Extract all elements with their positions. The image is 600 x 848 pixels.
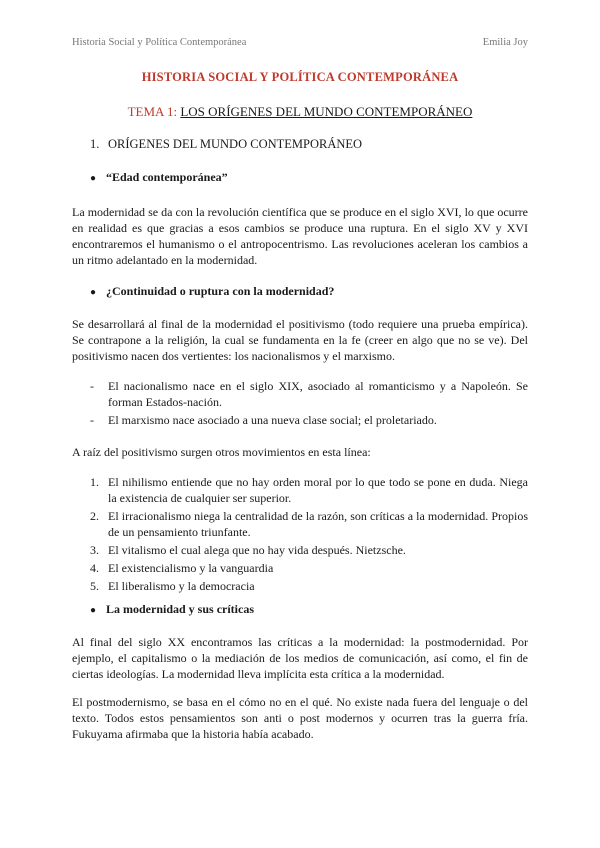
paragraph-5: El postmodernismo, se basa en el cómo no en el qué. No existe nada fuera del lenguaje o del texto. Todos estos pensamientos son anti o post modernos y ocurren tras la guerra fría. Fukuyama afirmaba que la historia había acabado. (72, 695, 528, 741)
bullet-heading-2 (90, 284, 334, 299)
dash-list (90, 378, 528, 430)
paragraph-4: Al final del siglo XX encontramos las críticas a la modernidad: la postmodernidad. Por ejemplo, el capitalismo o la mediación de los medios de comunicación, así como, el fin de ciertas ideologías. La modernidad lleva implícita esta crítica a la modernidad. (72, 635, 528, 681)
paragraph-3: A raíz del positivismo surgen otros movimientos en esta línea: (72, 445, 371, 459)
paragraph-2: Se desarrollará al final de la modernidad el positivismo (todo requiere una prueba empírica). Se contrapone a la religión, la cual se fundamenta en la fe (creer en algo que no se ve). Del positivismo nacen dos vertientes: los nacionalismos y el marxismo. (72, 317, 528, 363)
bullet-heading-text: “Edad contemporánea” (106, 170, 228, 184)
bullet-dot-icon: ● (90, 173, 97, 184)
dash-marker-icon: - (90, 413, 94, 427)
bullet-heading-3 (90, 602, 254, 617)
list-item: 2. El irracionalismo niega la centralidad de la razón, son críticas a la modernidad. Propios de un pensamiento triunfante. (90, 509, 528, 539)
topic-text: LOS ORÍGENES DEL MUNDO CONTEMPORÁNEO (180, 104, 473, 119)
bullet-heading-text: La modernidad y sus críticas (106, 602, 255, 616)
list-item: - El marxismo nace asociado a una nueva clase social; el proletariado. (90, 413, 437, 427)
paragraph-1: La modernidad se da con la revolución científica que se produce en el siglo XVI, lo que ocurre en realidad es que gracias a esos cambios se produce una ruptura. En el siglo XV y XVI encontraremos el humanismo o el antropocentrismo. Las revoluciones aceleran los cambios a un ritmo adelantado en la modernidad. (72, 205, 528, 267)
section-heading (90, 137, 362, 152)
header-course: Historia Social y Política Contemporánea (72, 37, 247, 48)
numbered-list (90, 474, 528, 596)
header-author: Emilia Joy (482, 37, 528, 48)
bullet-dot-icon: ● (90, 287, 97, 298)
list-item: - El nacionalismo nace en el siglo XIX, asociado al romanticismo y a Napoleón. Se forman Estados-nación. (90, 379, 528, 409)
dash-marker-icon: - (90, 379, 94, 393)
section-heading-text: ORÍGENES DEL MUNDO CONTEMPORÁNEO (108, 137, 363, 151)
list-item: 1. El nihilismo entiende que no hay orden moral por lo que todo se pone en duda. Niega la existencia de cualquier ser superior. (90, 475, 528, 505)
bullet-heading-1 (90, 170, 228, 185)
section-number: 1. (90, 137, 100, 151)
bullet-heading-text: ¿Continuidad o ruptura con la modernidad? (106, 284, 335, 298)
topic-title (0, 104, 600, 120)
document-title: HISTORIA SOCIAL Y POLÍTICA CONTEMPORÁNEA (141, 70, 459, 84)
list-item: 3. El vitalismo el cual alega que no hay vida después. Nietzsche. (90, 543, 406, 557)
list-item: 4. El existencialismo y la vanguardia (90, 561, 274, 575)
topic-prefix: TEMA 1: (127, 104, 181, 119)
bullet-dot-icon: ● (90, 605, 97, 616)
list-item: 5. El liberalismo y la democracia (90, 579, 255, 593)
